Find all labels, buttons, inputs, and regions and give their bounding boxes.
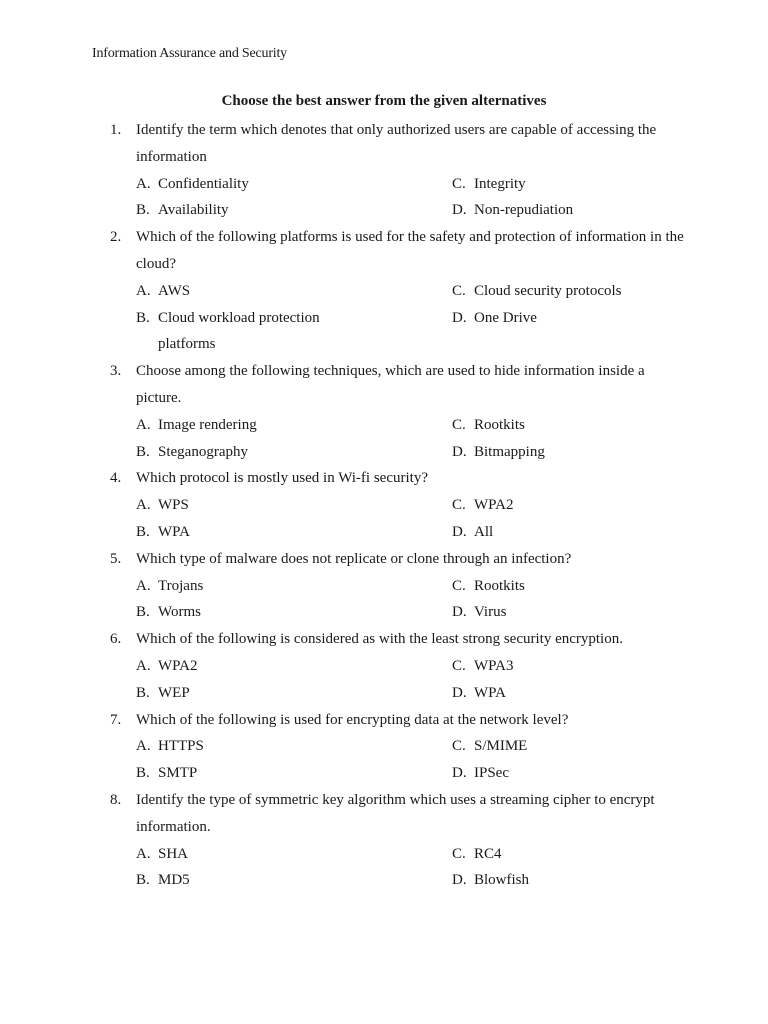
option-a: A. SHA <box>136 845 189 862</box>
question-7 <box>110 707 690 787</box>
question-number: 6. <box>110 631 122 648</box>
question-text: Which type of malware does not replicate or clone through an infection? <box>136 550 572 567</box>
question-6 <box>110 626 690 706</box>
option-b: B. WPA <box>136 523 190 540</box>
option-d: D. One Drive <box>452 309 537 326</box>
option-d: D. IPSec <box>452 765 509 782</box>
option-d: D. Non-repudiation <box>452 202 574 219</box>
question-text: Identify the type of symmetric key algorithm which uses a streaming cipher to encrypt information. <box>136 791 655 835</box>
question-4 <box>110 465 690 545</box>
question-number: 8. <box>110 791 122 808</box>
option-c: C. WPA3 <box>452 657 514 674</box>
option-a: A. Trojans <box>136 577 204 594</box>
option-d: D. WPA <box>452 684 506 701</box>
option-a: A. Confidentiality <box>136 175 249 192</box>
option-d: D. Bitmapping <box>452 443 545 460</box>
option-c: C. Integrity <box>452 175 526 192</box>
option-a: A. HTTPS <box>136 738 204 755</box>
question-5 <box>110 546 690 626</box>
option-b: B. Steganography <box>136 443 248 460</box>
option-b: B. SMTP <box>136 765 198 782</box>
question-3 <box>110 358 690 465</box>
document-header: Information Assurance and Security <box>92 46 287 61</box>
question-text: Identify the term which denotes that only authorized users are capable of accessing the information <box>136 122 657 165</box>
option-d: D. Virus <box>452 604 507 621</box>
option-a: A. Image rendering <box>136 416 257 433</box>
option-b: B. Worms <box>136 604 201 621</box>
option-b: B. WEP <box>136 684 190 701</box>
option-b: B. Cloud workload protection platforms <box>136 309 320 353</box>
question-text: Which protocol is mostly used in Wi-fi security? <box>136 470 428 487</box>
question-number: 1. <box>110 122 122 138</box>
question-number: 2. <box>110 229 122 246</box>
option-c: C. Rootkits <box>452 416 525 433</box>
option-c: C. WPA2 <box>452 497 514 514</box>
option-c: C. S/MIME <box>452 738 528 755</box>
option-a: A. WPS <box>136 497 189 514</box>
option-a: A. AWS <box>136 282 191 299</box>
question-number: 5. <box>110 550 122 567</box>
option-b: B. MD5 <box>136 872 190 889</box>
option-c: C. RC4 <box>452 845 502 862</box>
question-1 <box>110 117 690 224</box>
question-text: Which of the following platforms is used for the safety and protection of information in the cloud? <box>136 229 684 272</box>
option-c: C. Rootkits <box>452 577 525 594</box>
option-d: D. All <box>452 523 494 540</box>
option-d: D. Blowfish <box>452 872 530 889</box>
question-text: Choose among the following techniques, which are used to hide information inside a picture. <box>136 363 645 406</box>
option-c: C. Cloud security protocols <box>452 282 622 299</box>
question-number: 7. <box>110 711 122 728</box>
question-number: 4. <box>110 470 122 487</box>
section-title: Choose the best answer from the given alternatives <box>221 93 547 109</box>
question-text: Which of the following is considered as with the least strong security encryption. <box>136 631 623 648</box>
question-number: 3. <box>110 363 122 380</box>
question-8 <box>110 787 690 894</box>
option-a: A. WPA2 <box>136 657 198 674</box>
question-list <box>110 117 690 894</box>
option-b: B. Availability <box>136 202 229 219</box>
question-text: Which of the following is used for encrypting data at the network level? <box>136 711 569 728</box>
question-2 <box>110 224 690 358</box>
